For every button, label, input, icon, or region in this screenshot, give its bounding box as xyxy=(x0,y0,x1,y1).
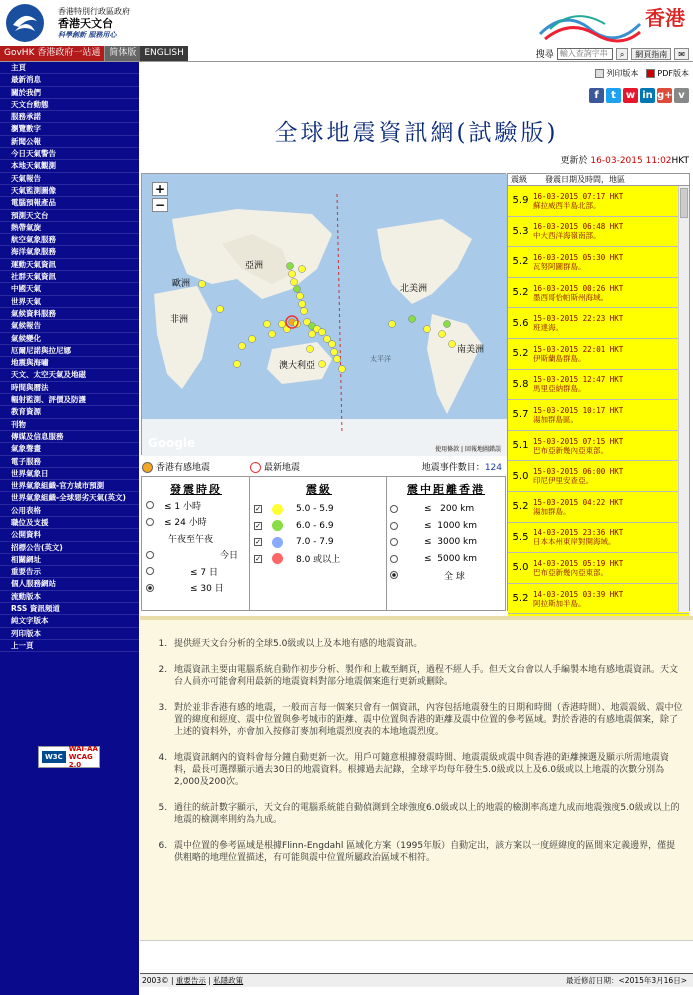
sidebar-item[interactable]: 天氣報告 xyxy=(0,173,139,185)
site-index-button[interactable]: 網頁指南 xyxy=(631,48,671,60)
note-item: 2. 地震資訊主要由電腦系統自動作初步分析、製作和上載至網頁，過程不經人手。但天文台會以人手編製本地有感地震資訊。天文台人員亦可能會利用最新的地震資料對部分地震個案進行更新或刪除。 xyxy=(170,664,683,688)
page-tools xyxy=(595,68,689,79)
global-label: 全 球 xyxy=(444,571,465,582)
gov-bar xyxy=(0,46,693,62)
quake-region: 湯加群島。 xyxy=(533,506,571,516)
search-label: 搜尋 xyxy=(535,50,554,60)
sidebar-item[interactable]: 中國天氣 xyxy=(0,283,139,295)
hk-felt-label: 香港有感地震 xyxy=(156,462,211,473)
time-filter-title: 發震時段 xyxy=(170,483,222,496)
facebook-icon[interactable]: f xyxy=(589,88,604,103)
quake-info xyxy=(533,375,623,393)
label-europe: 歐洲 xyxy=(172,279,191,289)
quake-list xyxy=(507,173,690,611)
quake-marker[interactable] xyxy=(309,331,316,338)
sidebar-item[interactable]: 上一頁 xyxy=(0,640,139,652)
quake-time: 15-03-2015 07:15 HKT xyxy=(533,436,624,446)
notes-list xyxy=(158,638,683,864)
dist1000-label: ≤ 1000 km xyxy=(424,520,478,531)
dist-option-5000[interactable] xyxy=(390,551,502,568)
update-time xyxy=(561,153,689,166)
col-mag: 震級 xyxy=(511,175,527,184)
mag5-label: 5.0 - 5.9 xyxy=(296,504,334,515)
weibo-icon[interactable]: w xyxy=(623,88,638,103)
quake-marker[interactable] xyxy=(294,286,301,293)
label-north-america: 北美洲 xyxy=(400,284,428,294)
quake-marker[interactable] xyxy=(239,343,246,350)
more-icon[interactable]: v xyxy=(674,88,689,103)
quake-row[interactable] xyxy=(508,553,689,584)
sidebar-item[interactable]: 流動版本 xyxy=(0,591,139,603)
label-pacific: 太平洋 xyxy=(370,355,391,363)
notice-link[interactable]: 重要告示 xyxy=(175,976,206,985)
latest-quake-icon xyxy=(250,462,261,473)
label-asia: 亞洲 xyxy=(245,261,264,271)
quake-mag: 5.0 xyxy=(512,562,529,574)
quake-marker[interactable] xyxy=(409,316,416,323)
quake-row[interactable] xyxy=(508,523,689,554)
sidebar-item[interactable]: 氣象聲畫 xyxy=(0,443,139,455)
linkedin-icon[interactable]: in xyxy=(640,88,655,103)
quake-row[interactable] xyxy=(508,400,689,431)
quake-region: 湯加群島區。 xyxy=(533,414,578,424)
sidebar-item[interactable]: 招標公告(英文) xyxy=(0,542,139,554)
map-legend xyxy=(141,457,506,475)
privacy-link[interactable]: 私隱政策 xyxy=(213,976,244,985)
sidebar-item[interactable]: 天氣監測圖像 xyxy=(0,185,139,197)
quake-row[interactable] xyxy=(508,247,689,278)
quake-marker[interactable] xyxy=(301,308,308,315)
quake-info xyxy=(533,253,623,271)
site-header xyxy=(0,0,693,46)
quake-time: 16-03-2015 07:17 HKT xyxy=(533,191,624,201)
quake-list-header xyxy=(508,174,689,186)
sidebar-item[interactable]: 世界氣象組織-官方城市預測 xyxy=(0,480,139,492)
quake-marker[interactable] xyxy=(307,346,314,353)
sidebar-item[interactable]: 世界天氣 xyxy=(0,296,139,308)
search-icon[interactable]: ⌕ xyxy=(616,48,628,60)
sidebar-item[interactable]: 純文字版本 xyxy=(0,615,139,627)
time-option-24h[interactable] xyxy=(146,514,246,531)
printer-icon xyxy=(595,69,604,78)
quake-mag: 5.8 xyxy=(512,378,529,390)
dist3000-label: ≤ 3000 km xyxy=(424,537,478,548)
dist200-label: ≤ 200 km xyxy=(424,504,475,515)
quake-info xyxy=(533,284,623,302)
mag6-label: 6.0 - 6.9 xyxy=(296,520,334,531)
zoom-in-button[interactable]: + xyxy=(152,182,168,196)
sidebar-item[interactable]: 輻射監測、評價及防護 xyxy=(0,394,139,406)
time-option-7d[interactable] xyxy=(146,563,246,580)
sidebar-item[interactable]: 相關網址 xyxy=(0,554,139,566)
red-dot-icon xyxy=(272,553,283,564)
quake-info xyxy=(533,498,623,516)
quake-marker[interactable] xyxy=(297,293,304,300)
social-share-bar xyxy=(589,88,689,103)
time-filter xyxy=(146,481,246,596)
quake-info xyxy=(533,314,623,332)
note-item: 5. 過往的統計數字顯示，天文台的電腦系統能自動偵測到全球強度6.0級或以上的地震的檢測率高達九成而地震強度5.0級或以上的地震的檢測率則約為九成。 xyxy=(170,802,683,826)
sidebar-item[interactable]: RSS 資訊頻道 xyxy=(0,603,139,615)
quake-time: 15-03-2015 12:47 HKT xyxy=(533,375,624,385)
sidebar-item[interactable]: 世界氣象日 xyxy=(0,468,139,480)
quake-mag: 5.2 xyxy=(512,348,529,360)
quake-mag: 5.2 xyxy=(512,501,529,513)
time-1h-label: ≤ 1 小時 xyxy=(164,501,201,512)
english-link[interactable]: ENGLISH xyxy=(144,48,184,58)
quake-marker[interactable] xyxy=(287,263,294,270)
notes-panel xyxy=(140,616,693,941)
quake-rows xyxy=(508,186,689,645)
sidebar-item[interactable]: 教育資源 xyxy=(0,406,139,418)
quake-marker[interactable] xyxy=(284,326,291,333)
quake-mag: 5.7 xyxy=(512,409,529,421)
dist-option-3000[interactable] xyxy=(390,534,502,551)
days7-label: ≤ 7 日 xyxy=(190,567,218,578)
google-logo[interactable]: Google xyxy=(148,436,196,450)
label-australia: 澳大利亞 xyxy=(279,361,316,371)
dist-option-200[interactable] xyxy=(390,501,502,518)
gov-links xyxy=(0,46,188,61)
time-option-today[interactable] xyxy=(146,547,246,564)
quake-marker[interactable] xyxy=(249,336,256,343)
quake-info xyxy=(533,559,623,577)
blue-dot-icon xyxy=(272,537,283,548)
sidebar-item[interactable]: 重要告示 xyxy=(0,566,139,578)
sidebar-item[interactable]: 氣候變化 xyxy=(0,333,139,345)
mag-option-6[interactable]: ✓ 6.0 - 6.9 xyxy=(255,520,334,531)
quake-region: 馬里亞納群島。 xyxy=(533,384,586,394)
sidebar-item[interactable]: 預測天文台 xyxy=(0,210,139,222)
quake-marker[interactable] xyxy=(449,341,456,348)
search-box xyxy=(536,47,689,60)
quake-region: 印尼伊里安查亞。 xyxy=(533,476,593,486)
sidebar-item[interactable]: 傳媒及信息服務 xyxy=(0,431,139,443)
count-label: 地震事件數目： xyxy=(421,462,485,473)
sidebar-item[interactable]: 主頁 xyxy=(0,62,139,74)
sidebar-item[interactable]: 瀏覽數字 xyxy=(0,123,139,135)
quake-info xyxy=(533,345,623,363)
sidebar-item[interactable]: 職位及支援 xyxy=(0,517,139,529)
sidebar-item[interactable]: 刊物 xyxy=(0,419,139,431)
map-terms[interactable]: 使用條款 | 回報地圖錯誤 xyxy=(435,446,501,453)
govhk-link[interactable]: GovHK 香港政府一站通 xyxy=(0,46,104,61)
mag-option-7[interactable]: ✓ 7.0 - 7.9 xyxy=(255,537,334,548)
time-24h-label: ≤ 24 小時 xyxy=(164,518,207,529)
yellow-dot-icon xyxy=(272,504,283,515)
print-button[interactable] xyxy=(595,68,638,79)
midnight-label: 午夜至午夜 xyxy=(168,534,214,545)
sidebar-item[interactable]: 個人服務網站 xyxy=(0,578,139,590)
quake-time: 14-03-2015 05:19 HKT xyxy=(533,558,624,568)
terms-link[interactable]: 使用條款 xyxy=(435,446,460,453)
brand-text: 香港 xyxy=(645,6,685,30)
sidebar-item[interactable]: 地震與海嘯 xyxy=(0,357,139,369)
twitter-icon[interactable]: t xyxy=(606,88,621,103)
quake-row[interactable] xyxy=(508,431,689,462)
quake-row[interactable] xyxy=(508,492,689,523)
zoom-out-button[interactable]: − xyxy=(152,198,168,212)
quake-info xyxy=(533,467,623,485)
dist-filter-title: 震中距離香港 xyxy=(407,483,485,496)
quake-time: 16-03-2015 06:48 HKT xyxy=(533,222,624,232)
quake-time: 16-03-2015 00:26 HKT xyxy=(533,283,624,293)
quake-row[interactable] xyxy=(508,308,689,339)
dist5000-label: ≤ 5000 km xyxy=(424,553,478,564)
quake-marker[interactable] xyxy=(329,341,336,348)
sidebar-item[interactable]: 厄爾尼諾與拉尼娜 xyxy=(0,345,139,357)
quake-marker[interactable] xyxy=(299,266,306,273)
sidebar-item[interactable]: 氣候資料服務 xyxy=(0,308,139,320)
today-label: 今日 xyxy=(219,551,238,562)
time-option-30d[interactable] xyxy=(146,580,246,597)
note-item: 3. 對於並非香港有感的地震，一般而言每一個案只會有一個資訊，內容包括地震發生的日期和時間（香港時間）、地震震級、震中位置的緯度和經度、震中位置與參考城市的距離、震中位置與香港的距離及震中位置的參考區域。對於香港的有感地震個案，除了上述的資料外，亦會加入按修訂麥加利地震烈度表的本地地震烈度。 xyxy=(170,702,683,738)
dist-option-global[interactable] xyxy=(390,567,502,584)
quake-marker[interactable] xyxy=(319,329,326,336)
quake-info xyxy=(533,528,623,546)
quake-marker[interactable] xyxy=(289,271,296,278)
magnitude-filter xyxy=(254,481,384,567)
quake-region: 巴布亞新幾內亞東部。 xyxy=(533,445,608,455)
quake-mag: 5.3 xyxy=(512,225,529,237)
label-south-america: 南美洲 xyxy=(457,345,485,355)
org-line: 香港特別行政區政府 xyxy=(58,7,130,16)
sidebar-item[interactable]: 航空氣象服務 xyxy=(0,234,139,246)
mag-option-8[interactable]: ✓ 8.0 或以上 xyxy=(254,551,384,568)
quake-marker[interactable] xyxy=(424,326,431,333)
sidebar-item[interactable]: 最新消息 xyxy=(0,74,139,86)
quake-time: 15-03-2015 22:23 HKT xyxy=(533,314,624,324)
quake-marker[interactable] xyxy=(439,331,446,338)
pdf-button[interactable] xyxy=(646,68,689,79)
revised-date: 最近修訂日期：<2015年3月16日> xyxy=(566,976,687,985)
quake-marker[interactable] xyxy=(339,366,346,373)
time-option-1h[interactable] xyxy=(146,497,246,514)
quake-row[interactable] xyxy=(508,186,689,217)
mag7-label: 7.0 - 7.9 xyxy=(296,537,334,548)
quake-region: 阿拉斯加半島。 xyxy=(533,598,586,608)
quake-region: 伊斯蘭島群島。 xyxy=(533,353,586,363)
green-dot-icon xyxy=(272,520,283,531)
sidebar-item[interactable]: 服務承諾 xyxy=(0,111,139,123)
sidebar-item[interactable]: 今日天氣警告 xyxy=(0,148,139,160)
print-label: 列印版本 xyxy=(606,69,639,78)
quake-row[interactable] xyxy=(508,370,689,401)
sidebar-item[interactable]: 運動天氣資訊 xyxy=(0,259,139,271)
quake-region: 蘇拉威西半島北部。 xyxy=(533,200,601,210)
sidebar-item[interactable]: 世界氣象組織-全球惡劣天氣(英文) xyxy=(0,492,139,504)
sidebar-menu xyxy=(0,62,139,652)
quake-time: 14-03-2015 23:36 HKT xyxy=(533,528,624,538)
dist-option-1000[interactable] xyxy=(390,518,502,535)
mag-option-5[interactable]: ✓ 5.0 - 5.9 xyxy=(255,504,334,515)
copyright: 2003© xyxy=(142,976,169,985)
quake-row[interactable] xyxy=(508,461,689,492)
pdf-label: PDF版本 xyxy=(657,69,689,78)
sidebar-item[interactable]: 關於我們 xyxy=(0,87,139,99)
quake-time: 15-03-2015 10:17 HKT xyxy=(533,405,624,415)
quake-time: 14-03-2015 03:39 HKT xyxy=(533,589,624,599)
sidebar-item[interactable]: 熱帶氣旋 xyxy=(0,222,139,234)
wcag-version: WCAG 2.0 xyxy=(68,753,93,769)
sidebar-item[interactable]: 社群天氣資訊 xyxy=(0,271,139,283)
simplified-link[interactable]: 简体版 xyxy=(104,46,140,61)
distance-filter xyxy=(390,481,502,584)
quake-mag: 5.0 xyxy=(512,470,529,482)
sidebar-item[interactable]: 電子服務 xyxy=(0,456,139,468)
quake-region: 中大西洋海嶺南部。 xyxy=(533,231,601,241)
sidebar-item[interactable]: 新聞公報 xyxy=(0,136,139,148)
pdf-icon xyxy=(646,69,655,78)
update-prefix: 更新於 xyxy=(560,156,588,166)
footer: 2003© | 重要告示 | 私隱政策 最近修訂日期：<2015年3月16日> xyxy=(140,973,693,987)
report-link[interactable]: 回報地圖錯誤 xyxy=(464,446,501,453)
mag-filter-title: 震級 xyxy=(306,483,332,496)
note-item: 4. 地震資訊網內的資料會每分鐘自動更新一次。用戶可隨意根據發震時間、地震震級或震中與香港的距離揀選及顯示所需地震資料，最長可選擇顯示過去30日的地震資料。根據過去記錄，全球平均每年發生5.0級或以上及6.0級或以上地震的次數分別為2,000及200次。 xyxy=(170,752,683,788)
note-item: 6. 震中位置的參考區域是根據Flinn-Engdahl 區域化方案（1995年版）自動定出，該方案以一度經緯度的區間來定義邊界，僅提供粗略的地理位置描述，有可能與震中位置所屬政治區域不相符。 xyxy=(170,840,683,864)
quake-marker[interactable] xyxy=(319,361,326,368)
dragon-logo-icon xyxy=(535,4,645,44)
mag8-label: 8.0 或以上 xyxy=(296,555,341,566)
quake-time: 15-03-2015 22:01 HKT xyxy=(533,344,624,354)
quake-info xyxy=(533,590,623,608)
map-canvas xyxy=(142,174,507,456)
quake-info xyxy=(533,222,623,240)
quake-info xyxy=(533,192,623,210)
sidebar-item[interactable]: 本地天氣觀測 xyxy=(0,160,139,172)
org-name: 香港天文台 xyxy=(58,17,113,30)
quake-marker[interactable] xyxy=(299,301,306,308)
quake-mag: 5.6 xyxy=(512,317,529,329)
quake-marker[interactable] xyxy=(269,331,276,338)
quake-region: 瓦努阿圖群島。 xyxy=(533,261,586,271)
quake-region: 班達海。 xyxy=(533,323,563,333)
quake-time: 15-03-2015 04:22 HKT xyxy=(533,497,624,507)
googleplus-icon[interactable]: g+ xyxy=(657,90,673,101)
quake-marker[interactable] xyxy=(291,279,298,286)
sidebar-nav xyxy=(0,62,139,995)
quake-list-scrollbar[interactable] xyxy=(678,186,689,612)
quake-region: 巴布亞新幾內亞東部。 xyxy=(533,567,608,577)
quake-info xyxy=(533,406,623,424)
quake-marker[interactable] xyxy=(334,356,341,363)
quake-mag: 5.9 xyxy=(512,195,529,207)
sidebar-item[interactable]: 公用表格 xyxy=(0,505,139,517)
sidebar-item[interactable]: 公開資料 xyxy=(0,529,139,541)
scroll-thumb[interactable] xyxy=(680,188,688,218)
hko-logo-icon[interactable] xyxy=(5,3,45,43)
sidebar-item[interactable]: 列印版本 xyxy=(0,628,139,640)
quake-marker[interactable] xyxy=(199,281,206,288)
wcag-text xyxy=(69,745,99,769)
search-input[interactable] xyxy=(557,48,613,60)
quake-time: 15-03-2015 06:00 HKT xyxy=(533,467,624,477)
quake-row[interactable] xyxy=(508,278,689,309)
sidebar-item[interactable]: 電腦預報產品 xyxy=(0,197,139,209)
sidebar-item[interactable]: 時間與曆法 xyxy=(0,382,139,394)
quake-row[interactable] xyxy=(508,339,689,370)
days30-label: ≤ 30 日 xyxy=(190,584,224,595)
w3c-logo: W3C xyxy=(42,751,66,763)
quake-row[interactable] xyxy=(508,217,689,248)
label-africa: 非洲 xyxy=(170,315,189,325)
wai-text: WAI-AA xyxy=(68,745,98,753)
sidebar-item[interactable]: 氣候報告 xyxy=(0,320,139,332)
quake-marker[interactable] xyxy=(389,321,396,328)
sidebar-item[interactable]: 海洋氣象服務 xyxy=(0,246,139,258)
col-time: 發震日期及時間，地區 xyxy=(545,175,625,184)
page-title: 全球地震資訊網(試驗版) xyxy=(274,120,559,146)
quake-region: 日本本州東岸對開海域。 xyxy=(533,537,616,547)
sidebar-item[interactable]: 天文台動態 xyxy=(0,99,139,111)
quake-marker[interactable] xyxy=(331,349,338,356)
quake-mag: 5.1 xyxy=(512,440,529,452)
motto: 科學創新 服務用心 xyxy=(58,31,117,39)
quake-marker[interactable] xyxy=(234,361,241,368)
quake-mag: 5.2 xyxy=(512,287,529,299)
note-item: 1. 提供經天文台分析的全球5.0級或以上及本地有感的地震資訊。 xyxy=(170,638,683,650)
event-count: 124 xyxy=(484,462,502,473)
update-suffix: HKT xyxy=(671,156,689,166)
world-map[interactable] xyxy=(141,173,506,455)
quake-marker[interactable] xyxy=(217,306,224,313)
quake-row[interactable] xyxy=(508,584,689,615)
brand-hong-kong-logo[interactable] xyxy=(535,2,685,44)
quake-region: 墨西哥恰帕斯州海域。 xyxy=(533,292,608,302)
hk-felt-icon xyxy=(142,462,153,473)
quake-time: 16-03-2015 05:30 HKT xyxy=(533,252,624,262)
org-name-block xyxy=(58,7,130,40)
quake-mag: 5.2 xyxy=(512,593,529,605)
quake-info xyxy=(533,437,623,455)
update-date: 16-03-2015 11:02 xyxy=(590,156,672,166)
quake-marker[interactable] xyxy=(444,321,451,328)
filter-panel xyxy=(141,476,506,611)
quake-marker[interactable] xyxy=(264,321,271,328)
sidebar-item[interactable]: 天文、太空天氣及地磁 xyxy=(0,369,139,381)
latest-label: 最新地震 xyxy=(264,462,301,473)
quake-mag: 5.5 xyxy=(512,531,529,543)
main-content xyxy=(140,62,693,995)
mail-icon[interactable]: ✉ xyxy=(674,48,689,60)
quake-mag: 5.2 xyxy=(512,256,529,268)
w3c-wcag-badge[interactable] xyxy=(38,746,100,768)
